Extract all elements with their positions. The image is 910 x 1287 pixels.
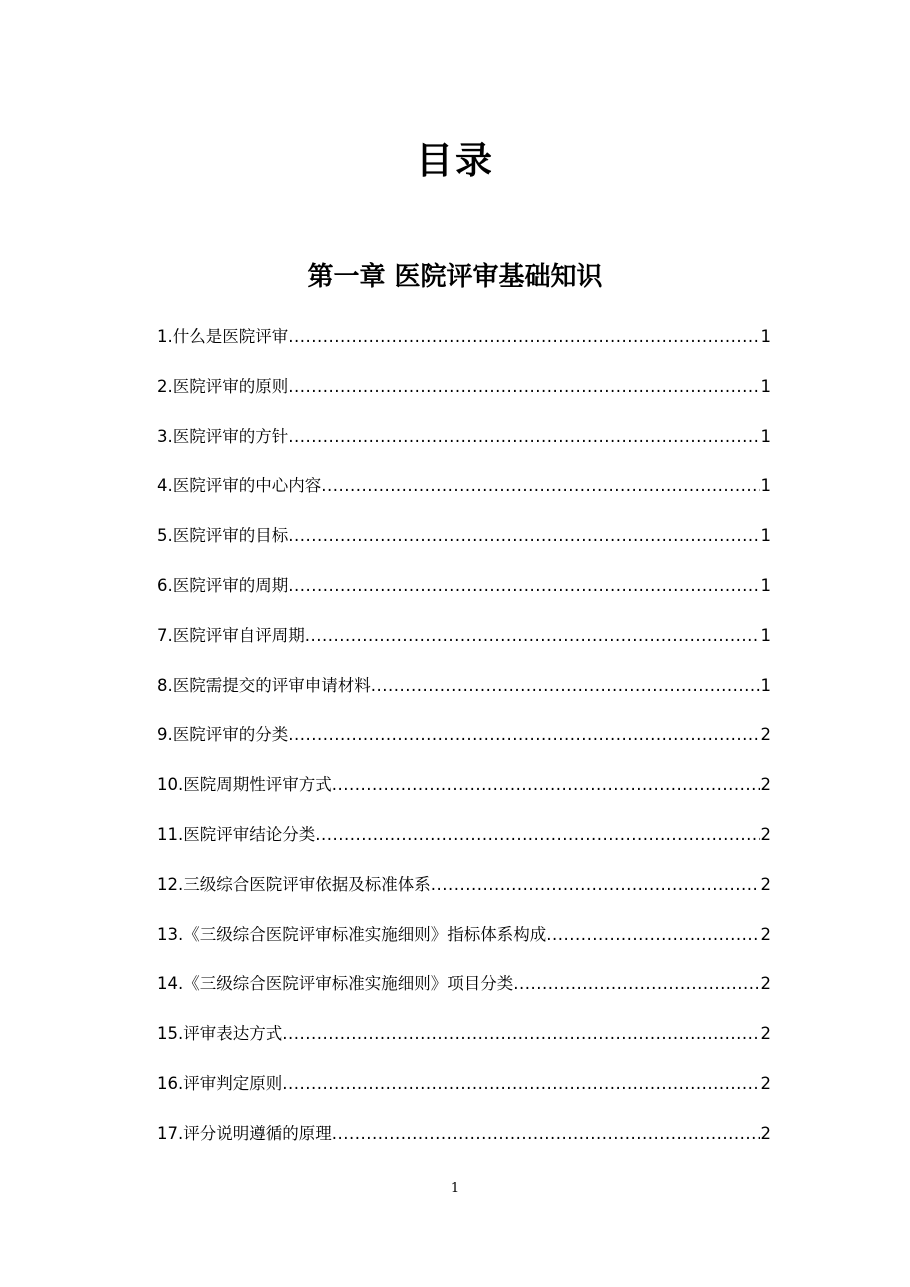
toc-dot-leader [288, 521, 759, 551]
toc-entry[interactable] [157, 870, 771, 920]
page-title: 目录 [416, 139, 494, 182]
toc-entry-label: 17.评分说明遵循的原理 [157, 1123, 332, 1143]
toc-dot-leader [513, 969, 759, 999]
toc-entry-label: 10.医院周期性评审方式 [157, 775, 332, 795]
toc-entry[interactable] [157, 1069, 771, 1119]
toc-list [157, 322, 771, 1169]
toc-entry[interactable] [157, 920, 771, 970]
toc-entry-page: 2 [760, 725, 771, 745]
toc-entry-page: 1 [760, 625, 771, 645]
toc-entry-page: 2 [760, 924, 771, 944]
toc-entry[interactable] [157, 720, 771, 770]
toc-dot-leader [546, 920, 759, 950]
toc-entry-label: 7.医院评审自评周期 [157, 625, 305, 645]
toc-entry-page: 1 [760, 575, 771, 595]
toc-dot-leader [332, 1119, 760, 1149]
toc-entry-label: 12.三级综合医院评审依据及标准体系 [157, 874, 431, 894]
toc-dot-leader [371, 671, 760, 701]
toc-entry-page: 2 [760, 974, 771, 994]
footer-page-number: 1 [450, 1181, 460, 1196]
chapter-title: 第一章 医院评审基础知识 [307, 262, 603, 292]
toc-entry-page: 1 [760, 327, 771, 346]
toc-entry-page: 1 [760, 675, 771, 695]
toc-entry[interactable] [157, 671, 771, 721]
toc-entry-label: 1.什么是医院评审 [157, 327, 289, 346]
toc-entry-page: 2 [760, 874, 771, 894]
toc-entry-page: 2 [760, 775, 771, 795]
toc-entry-label: 2.医院评审的原则 [157, 376, 289, 396]
toc-entry[interactable] [157, 471, 771, 521]
toc-entry-label: 3.医院评审的方针 [157, 426, 289, 446]
toc-entry[interactable] [157, 571, 771, 621]
toc-entry-label: 5.医院评审的目标 [157, 526, 289, 546]
toc-dot-leader [288, 422, 759, 452]
toc-entry-page: 2 [760, 1024, 771, 1044]
toc-entry[interactable] [157, 820, 771, 870]
toc-entry[interactable] [157, 1119, 771, 1169]
toc-entry[interactable] [157, 422, 771, 472]
toc-entry-page: 1 [760, 426, 771, 446]
toc-entry[interactable] [157, 969, 771, 1019]
toc-entry-label: 14.《三级综合医院评审标准实施细则》项目分类 [157, 974, 514, 994]
toc-entry-page: 2 [760, 1123, 771, 1143]
toc-dot-leader [288, 322, 759, 352]
toc-dot-leader [332, 770, 760, 800]
toc-dot-leader [321, 471, 759, 501]
toc-entry[interactable] [157, 521, 771, 571]
toc-entry[interactable] [157, 621, 771, 671]
toc-dot-leader [288, 571, 759, 601]
toc-entry-label: 4.医院评审的中心内容 [157, 476, 322, 496]
toc-entry-label: 16.评审判定原则 [157, 1073, 283, 1093]
toc-entry-page: 1 [760, 476, 771, 496]
toc-entry-label: 11.医院评审结论分类 [157, 824, 316, 844]
toc-dot-leader [282, 1019, 759, 1049]
toc-dot-leader [431, 870, 760, 900]
toc-entry-label: 8.医院需提交的评审申请材料 [157, 675, 371, 695]
toc-entry-label: 9.医院评审的分类 [157, 725, 289, 745]
toc-entry[interactable] [157, 1019, 771, 1069]
toc-dot-leader [288, 720, 759, 750]
toc-entry-page: 2 [760, 1073, 771, 1093]
toc-entry-page: 1 [760, 376, 771, 396]
toc-entry-label: 15.评审表达方式 [157, 1024, 283, 1044]
toc-entry[interactable] [157, 322, 771, 372]
toc-entry-page: 2 [760, 824, 771, 844]
toc-entry-label: 13.《三级综合医院评审标准实施细则》指标体系构成 [157, 924, 547, 944]
toc-dot-leader [305, 621, 760, 651]
toc-dot-leader [282, 1069, 759, 1099]
toc-dot-leader [315, 820, 759, 850]
toc-entry-page: 1 [760, 526, 771, 546]
toc-entry[interactable] [157, 770, 771, 820]
toc-dot-leader [288, 372, 759, 402]
toc-entry-label: 6.医院评审的周期 [157, 575, 289, 595]
toc-entry[interactable] [157, 372, 771, 422]
